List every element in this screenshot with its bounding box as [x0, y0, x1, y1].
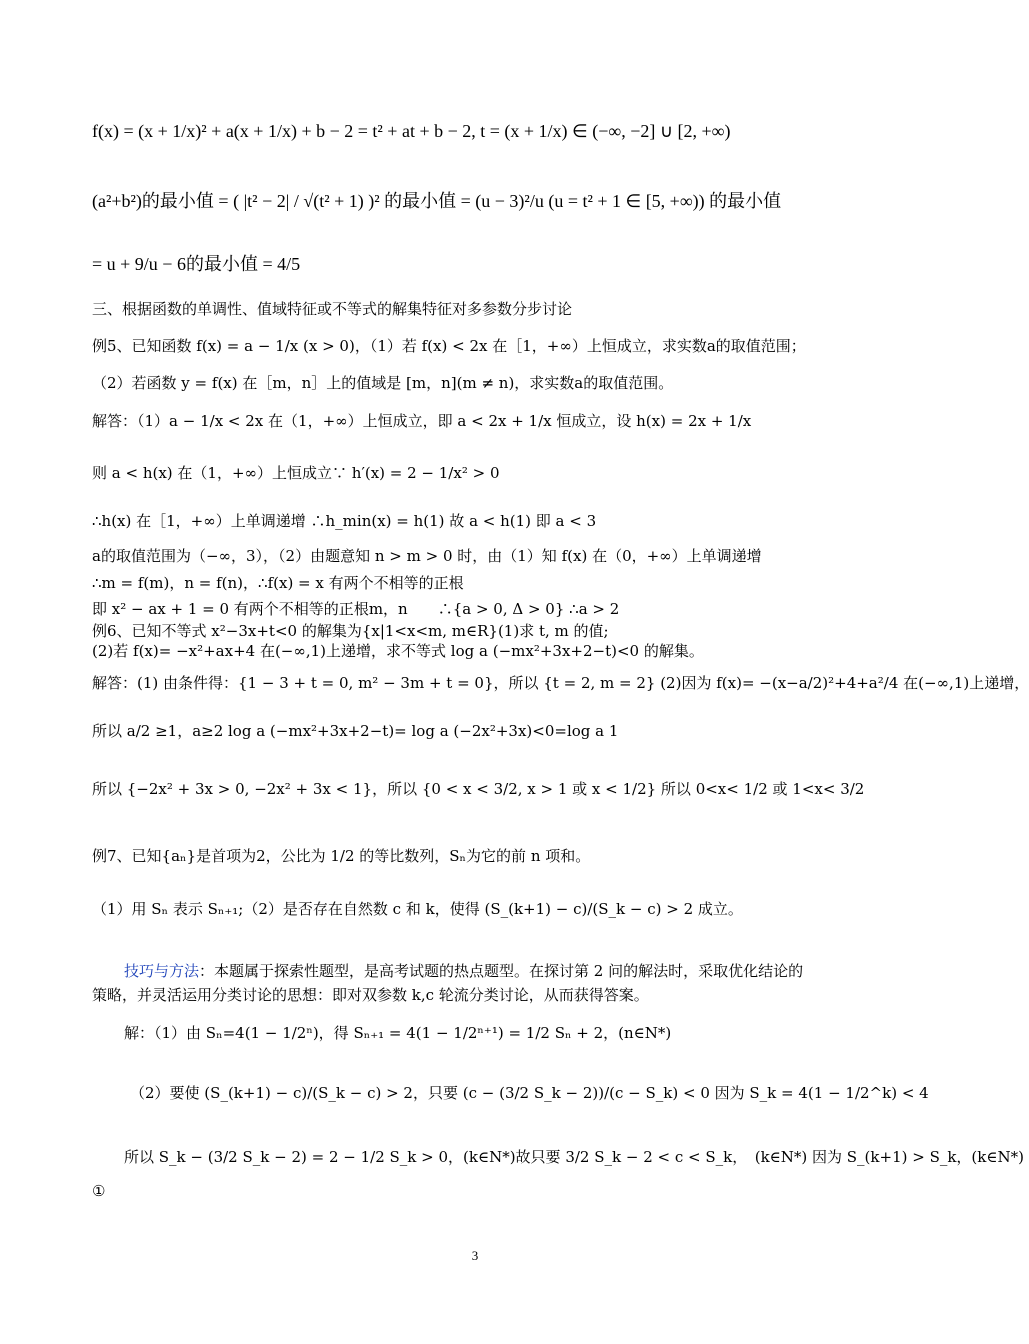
- example-6-solution-1: 解答：(1) 由条件得：{1 − 3 + t = 0, m² − 3m + t = 0}，所以 {t = 2, m = 2} (2)因为 f(x)= −(x−a/2)²+4+a²/4 在(−∞,1)上递增，: [92, 674, 1029, 692]
- example-5-part-2: （2）若函数 y = f(x) 在［m，n］上的值域是 [m，n](m ≠ n)，求实数a的取值范围。: [92, 374, 674, 392]
- example-6-solution-2: 所以 a/2 ≥1，a≥2 log a (−mx²+3x+2−t)= log a (−2x²+3x)<0=log a 1: [92, 722, 619, 740]
- example-5-solution-3: ∴h(x) 在［1，+∞）上单调递增 ∴h_min(x) = h(1) 故 a < h(1) 即 a < 3: [92, 512, 597, 530]
- example-5-solution-5: ∴m = f(m)，n = f(n)，∴f(x) = x 有两个不相等的正根: [92, 574, 464, 592]
- example-6-statement: 例6、已知不等式 x²−3x+t<0 的解集为{x|1<x<m, m∈R}(1)求 t, m 的值;: [92, 622, 609, 640]
- technique-paragraph-2: 策略，并灵活运用分类讨论的思想：即对双参数 k,c 轮流分类讨论，从而获得答案。: [92, 986, 649, 1004]
- technique-paragraph-1: [124, 960, 884, 982]
- example-7-statement: 例7、已知{aₙ}是首项为2，公比为 1/2 的等比数列，Sₙ为它的前 n 项和。: [92, 847, 591, 865]
- formula-fx-expansion: f(x) = (x + 1/x)² + a(x + 1/x) + b − 2 = t² + at + b − 2, t = (x + 1/x) ∈ (−∞, −2] ∪ [2, +∞): [92, 121, 731, 141]
- example-5-solution-1: 解答：（1）a − 1/x < 2x 在（1，+∞）上恒成立，即 a < 2x + 1/x 恒成立，设 h(x) = 2x + 1/x: [92, 412, 752, 430]
- example-5-statement: 例5、已知函数 f(x) = a − 1/x (x > 0)，（1）若 f(x) < 2x 在［1，+∞）上恒成立，求实数a的取值范围；: [92, 337, 806, 355]
- example-7-solution-2: （2）要使 (S_(k+1) − c)/(S_k − c) > 2，只要 (c − (3/2 S_k − 2))/(c − S_k) < 0 因为 S_k = 4(1 − 1/2^k) < 4: [130, 1084, 929, 1102]
- example-7-solution-3: 所以 S_k − (3/2 S_k − 2) = 2 − 1/2 S_k > 0，(k∈N*)故只要 3/2 S_k − 2 < c < S_k， (k∈N*) 因为 S_(k+1) > S_k，(k∈N*): [124, 1148, 1024, 1166]
- formula-min-a2-b2: (a²+b²)的最小值 = ( |t² − 2| / √(t² + 1) )² 的最小值 = (u − 3)²/u (u = t² + 1 ∈ [5, +∞)) 的最小值: [92, 191, 782, 211]
- section-heading-3: 三、根据函数的单调性、值域特征或不等式的解集特征对多参数分步讨论: [92, 300, 573, 318]
- example-7-questions: （1）用 Sₙ 表示 Sₙ₊₁;（2）是否存在自然数 c 和 k，使得 (S_(k+1) − c)/(S_k − c) > 2 成立。: [92, 900, 743, 918]
- technique-text: ：本题属于探索性题型，是高考试题的热点题型。在探讨第 2 问的解法时，采取优化结论的: [199, 962, 804, 980]
- example-5-solution-6: 即 x² − ax + 1 = 0 有两个不相等的正根m，n ∴{a > 0, Δ > 0} ∴a > 2: [92, 600, 620, 618]
- technique-label: 技巧与方法: [124, 962, 200, 980]
- example-6-part-2: (2)若 f(x)= −x²+ax+4 在(−∞,1)上递增，求不等式 log a (−mx²+3x+2−t)<0 的解集。: [92, 642, 704, 660]
- page-number: 3: [471, 1248, 479, 1263]
- example-5-solution-2: 则 a < h(x) 在（1，+∞）上恒成立∵ h′(x) = 2 − 1/x² > 0: [92, 464, 500, 482]
- example-7-solution-1: 解：（1）由 Sₙ=4(1 − 1/2ⁿ)，得 Sₙ₊₁ = 4(1 − 1/2ⁿ⁺¹) = 1/2 Sₙ + 2，(n∈N*): [124, 1024, 672, 1042]
- example-5-solution-4: a的取值范围为（−∞，3），（2）由题意知 n > m > 0 时，由（1）知 f(x) 在（0，+∞）上单调递增: [92, 547, 762, 565]
- example-6-solution-3: 所以 {−2x² + 3x > 0, −2x² + 3x < 1}，所以 {0 < x < 3/2, x > 1 或 x < 1/2} 所以 0<x< 1/2 或 1<x< 3/2: [92, 780, 865, 798]
- formula-min-value: = u + 9/u − 6的最小值 = 4/5: [92, 254, 301, 274]
- circled-number-1: ①: [92, 1182, 106, 1200]
